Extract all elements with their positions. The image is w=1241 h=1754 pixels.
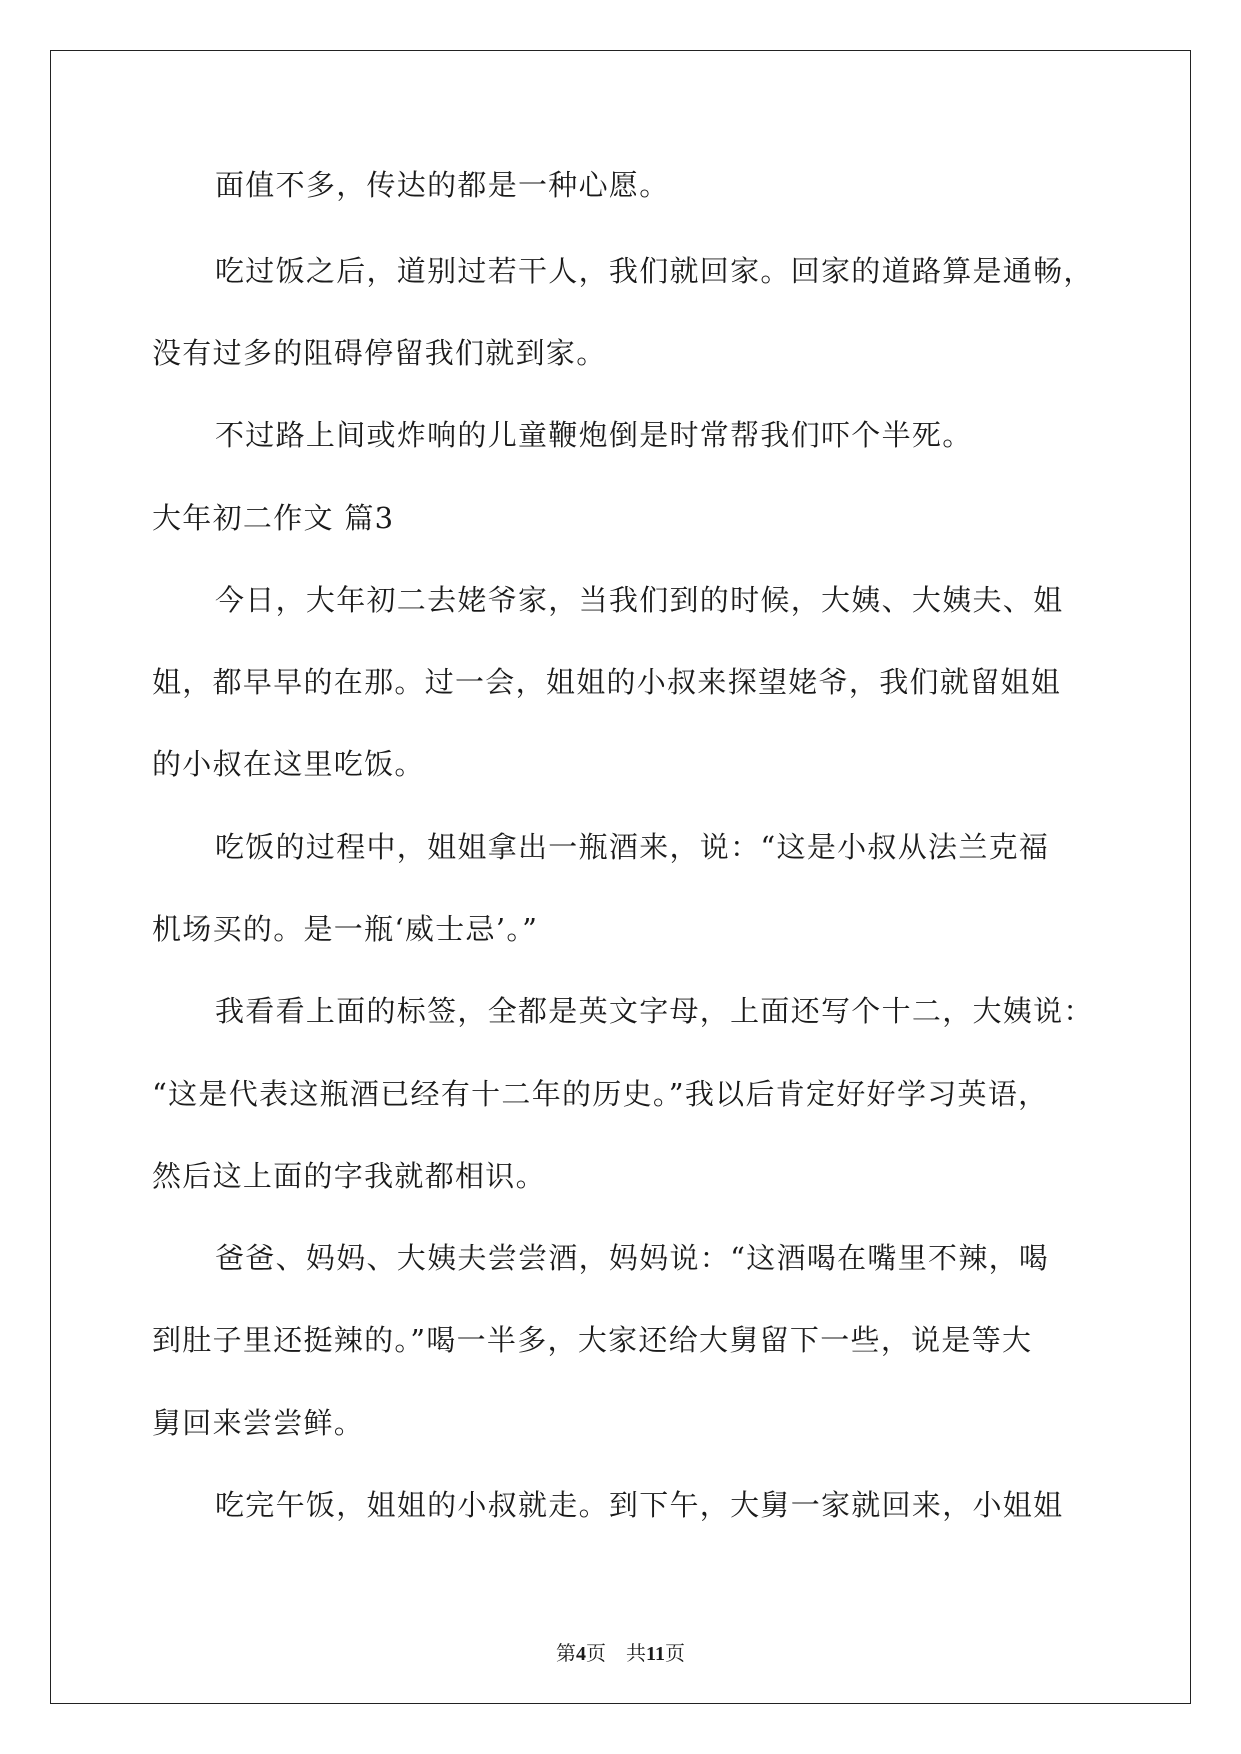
current-page-number: 4 [576,1643,587,1665]
paragraph-line: 姐，都早早的在那。过一会，姐姐的小叔来探望姥爷，我们就留姐姐 [152,665,1062,699]
paragraph-line: 然后这上面的字我就都相识。 [152,1159,546,1193]
paragraph-line: 今日，大年初二去姥爷家，当我们到的时候，大姨、大姨夫、姐 [215,583,1064,617]
page-border [50,50,1191,1704]
page-footer [0,1637,1241,1666]
paragraph-line: 机场买的。是一瓶‘威士忌’。” [152,912,539,946]
paragraph-line: 不过路上间或炸响的儿童鞭炮倒是时常帮我们吓个半死。 [215,418,973,452]
paragraph-line: 吃饭的过程中，姐姐拿出一瓶酒来，说：“这是小叔从法兰克福 [215,830,1050,864]
page-unit: 页 [586,1643,607,1665]
paragraph-line: 舅回来尝尝鲜。 [152,1406,365,1440]
paragraph-line: 吃过饭之后，道别过若干人，我们就回家。回家的道路算是通畅， [215,254,1094,288]
paragraph-line: 的小叔在这里吃饭。 [152,747,425,781]
total-prefix: 共 [626,1643,647,1665]
paragraph-line: 到肚子里还挺辣的。”喝一半多，大家还给大舅留下一些，说是等大 [152,1323,1033,1357]
total-unit: 页 [664,1643,685,1665]
paragraph-line: 我看看上面的标签，全都是英文字母，上面还写个十二，大姨说： [215,994,1094,1028]
paragraph-line: “这是代表这瓶酒已经有十二年的历史。”我以后肯定好好学习英语， [152,1077,1049,1111]
paragraph-line: 没有过多的阻碍停留我们就到家。 [152,336,607,370]
section-heading: 大年初二作文 篇3 [152,501,395,535]
paragraph-line: 爸爸、妈妈、大姨夫尝尝酒，妈妈说：“这酒喝在嘴里不辣，喝 [215,1241,1050,1275]
total-page-count: 11 [646,1643,665,1665]
page-prefix: 第 [556,1643,577,1665]
paragraph-line: 吃完午饭，姐姐的小叔就走。到下午，大舅一家就回来，小姐姐 [215,1488,1064,1522]
paragraph-line: 面值不多，传达的都是一种心愿。 [215,168,670,202]
